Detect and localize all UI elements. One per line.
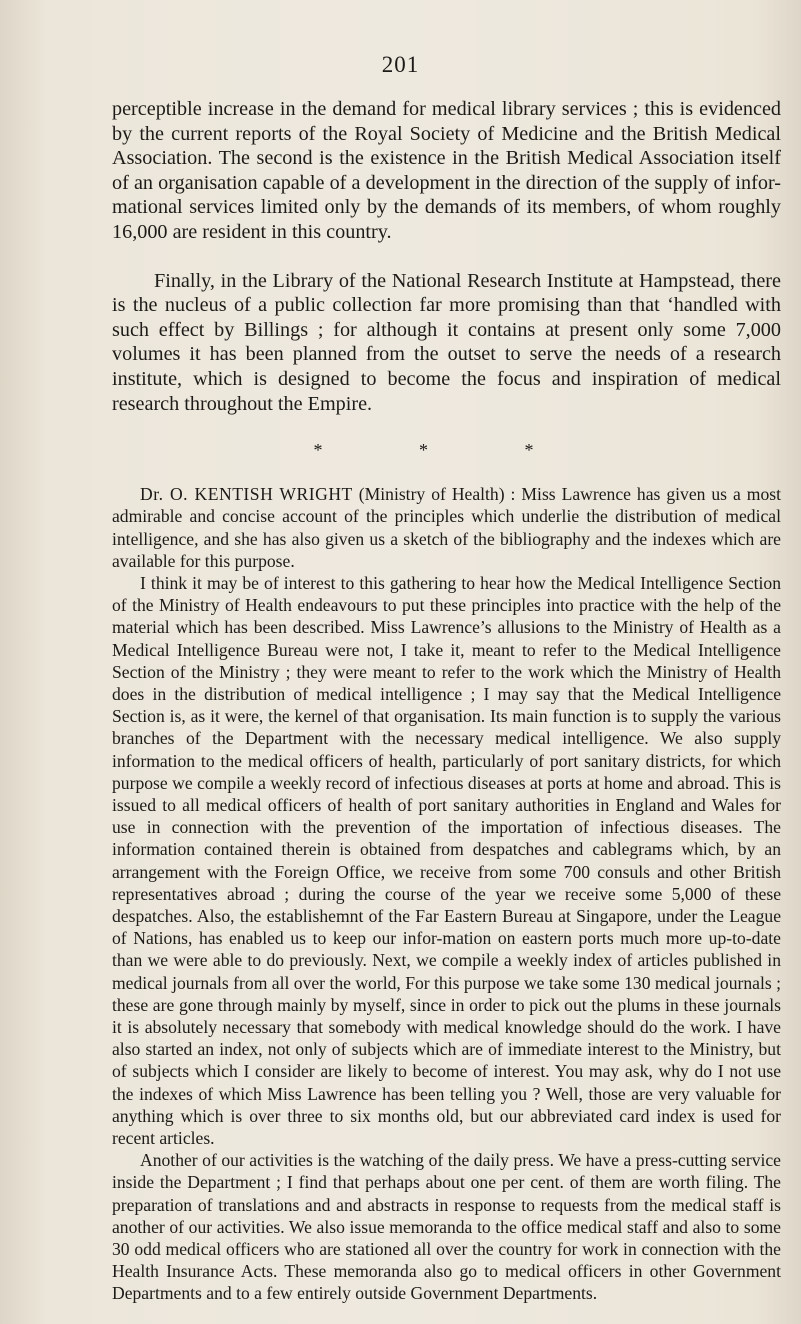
paragraph-gap <box>112 245 781 269</box>
page-number: 201 <box>381 52 420 77</box>
page-content <box>112 97 781 1305</box>
paragraph-press-cutting: Another of our activities is the watching of the daily press. We have a press-cutting service inside the Department ; I find that perhaps about one per cent. of them are worth filing. The preparation of translations and and abstracts in response to requests from the medical staff is another of our activities. We also issue memoranda to the office medical staff and also to some 30 odd medical officers who are stationed all over the country for work in connection with the Health Insurance Acts. These memoranda also go to medical officers in other Government Departments and to a few entirely outside Government Departments. <box>112 1150 781 1304</box>
speaker-opening: Miss Lawrence has given us a most admirable and concise account of the principles which underlie the distribution of medical intelligence, and she has also given us a sketch of the bibliography and the indexes which are available for this purpose. <box>112 484 781 571</box>
paragraph-continuation: perceptible increase in the demand for medical library services ; this is evidenced by the current reports of the Royal Society of Medicine and the British Medical Association. The second is the existence in the British Medical Association itself of an organisation capable of a development in the direction of the supply of infor-mational services limited only by the demands of its members, of whom roughly 16,000 are resident in this country. <box>112 98 781 243</box>
paragraph-medical-intelligence: I think it may be of interest to this gathering to hear how the Medical Intelligence Section of the Ministry of Health endeavours to put these principles into practice with the help of the material which has been described. Miss Lawrence’s allusions to the Ministry of Health as a Medical Intelligence Bureau were not, I take it, meant to refer to the Medical Intelligence Section of the Ministry ; they were meant to refer to the work which the Ministry of Health does in the distribution of medical intelligence ; I may say that the Medical Intelligence Section is, as it were, the kernel of that organisation. Its main function is to supply the various branches of the Department with the necessary medical intelligence. We also supply information to the medical officers of health, particularly of port sanitary districts, for which purpose we compile a weekly record of infectious diseases at ports at home and abroad. This is issued to all medical officers of health of port sanitary authorities in England and Wales for use in connection with the prevention of the importation of infectious diseases. The information contained therein is obtained from despatches and cablegrams which, by an arrangement with the Foreign Office, we receive from some 700 consuls and other British representatives abroad ; during the course of the year we receive some 5,000 of these despatches. Also, the establishemnt of the Far Eastern Bureau at Singapore, under the League of Nations, has enabled us to keep our infor-mation on eastern ports much more up-to-date than we were able to do previously. Next, we compile a weekly index of articles published in medical journals from all over the world, For this purpose we take some 130 medical journals ; these are gone through mainly by myself, since in order to pick out the plums in these journals it is absolutely necessary that somebody with medical knowledge should do the work. I have also started an index, not only of subjects which are of immediate interest to the Ministry, but of subjects which I consider are likely to become of interest. You may ask, why do I not use the indexes of which Miss Lawrence has been telling you ? Well, those are very valuable for anything which is over three to six months old, but our abbreviated card index is used for recent articles. <box>112 572 781 1149</box>
speaker-name: Dr. O. KENTISH WRIGHT <box>140 484 353 505</box>
speaker-affiliation: (Ministry of Health) : <box>352 484 522 505</box>
paragraph-speaker-intro <box>112 483 781 572</box>
section-separator: * * * <box>313 440 580 461</box>
paragraph-national-research-institute: Finally, in the Library of the National Research Institute at Hampstead, there is the nucleus of a public collection far more promising than that ‘handled with such effect by Billings ; for although it contains at present only some 7,000 volumes it has been planned from the outset to serve the needs of a research institute, which is designed to become the focus and inspiration of medical research throughout the Empire. <box>112 269 781 415</box>
